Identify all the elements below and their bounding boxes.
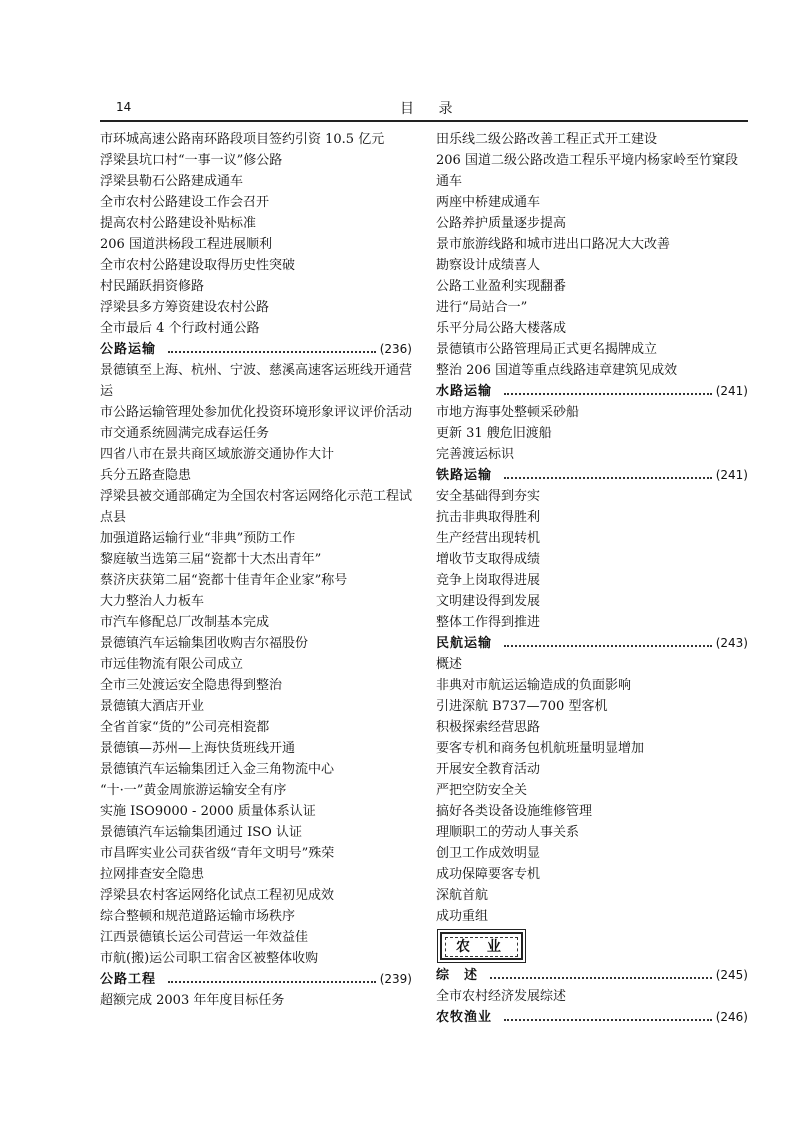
toc-entry: 市昌晖实业公司获省级“青年文明号”殊荣 [100, 846, 335, 861]
toc-entry: 拉网排查安全隐患 [100, 867, 205, 882]
toc-entry: 大力整治人力板车 [100, 594, 205, 609]
toc-entry: 景德镇汽车运输集团迁入金三角物流中心 [100, 762, 335, 777]
toc-entry: 勘察设计成绩喜人 [436, 258, 541, 273]
toc-entry: 景德镇市公路管理局正式更名揭牌成立 [436, 342, 658, 357]
toc-section-heading [100, 339, 412, 360]
chapter-title: 农 业 [445, 937, 518, 957]
toc-entry: 兵分五路查隐患 [100, 468, 192, 483]
page-header [100, 98, 748, 118]
dot-leader [490, 977, 712, 979]
chapter-frame [440, 932, 523, 960]
toc-entry: 超额完成 2003 年年度目标任务 [100, 993, 285, 1008]
dot-leader [504, 645, 712, 647]
toc-entry: 市远佳物流有限公司成立 [100, 657, 244, 672]
toc-entry: 进行“局站合一” [436, 300, 528, 315]
toc-entry: 蔡济庆获第二届“瓷都十佳青年企业家”称号 [100, 573, 348, 588]
toc-section-heading [436, 465, 748, 486]
toc-entry: 深航首航 [436, 888, 489, 903]
toc-entry: 完善渡运标识 [436, 447, 515, 462]
dot-leader [504, 393, 712, 395]
toc-entry: 积极探索经营思路 [436, 720, 541, 735]
toc-entry: 实施 ISO9000 - 2000 质量体系认证 [100, 804, 316, 819]
toc-entry: 黎庭敏当选第三届“瓷都十大杰出青年” [100, 552, 322, 567]
toc-entry: 全市最后 4 个行政村通公路 [100, 321, 260, 336]
dot-leader [504, 1019, 712, 1021]
toc-entry: 市公路运输管理处参加优化投资环境形象评议评价活动 [100, 405, 413, 420]
toc-entry: 成功重组 [436, 909, 489, 924]
toc-entry: 市交通系统圆满完成春运任务 [100, 426, 270, 441]
toc-entry: 景德镇汽车运输集团收购吉尔福股份 [100, 636, 309, 651]
toc-entry: “十·一”黄金周旅游运输安全有序 [100, 783, 287, 798]
toc-section-heading [436, 965, 748, 986]
toc-entry: 安全基础得到夯实 [436, 489, 541, 504]
toc-entry: 抗击非典取得胜利 [436, 510, 541, 525]
toc-section-heading [436, 1007, 748, 1028]
toc-entry: 提高农村公路建设补贴标准 [100, 216, 257, 231]
toc-entry: 理顺职工的劳动人事关系 [436, 825, 580, 840]
section-title: 水路运输 [436, 384, 493, 399]
toc-entry: 全市农村公路建设工作会召开 [100, 195, 270, 210]
toc-entry: 全市三处渡运安全隐患得到整治 [100, 678, 283, 693]
toc-entry: 要客专机和商务包机航班量明显增加 [436, 741, 645, 756]
toc-entry: 全省首家“货的”公司亮相瓷都 [100, 720, 270, 735]
toc-entry: 206 国道二级公路改造工程乐平境内杨家岭至竹窠段通车 [436, 153, 738, 189]
toc-entry: 搞好各类设备设施维修管理 [436, 804, 593, 819]
toc-entry: 全市农村公路建设取得历史性突破 [100, 258, 296, 273]
toc-entry: 市汽车修配总厂改制基本完成 [100, 615, 270, 630]
toc-entry: 更新 31 艘危旧渡船 [436, 426, 552, 441]
section-page-number: (243) [715, 636, 748, 650]
page-number: 14 [116, 100, 132, 114]
toc-entry: 景德镇汽车运输集团通过 ISO 认证 [100, 825, 302, 840]
toc-entry: 增收节支取得成绩 [436, 552, 541, 567]
chapter-heading [436, 927, 748, 965]
toc-entry: 公路工业盈利实现翻番 [436, 279, 567, 294]
toc-entry: 景德镇至上海、杭州、宁波、慈溪高速客运班线开通营运 [100, 363, 413, 399]
toc-entry: 景市旅游线路和城市进出口路况大大改善 [436, 237, 671, 252]
toc-entry: 概述 [436, 657, 463, 672]
toc-entry: 生产经营出现转机 [436, 531, 541, 546]
section-page-number: (241) [715, 384, 748, 398]
section-page-number: (245) [715, 968, 748, 982]
toc-entry: 景德镇—苏州—上海快货班线开通 [100, 741, 296, 756]
toc-right-column [436, 129, 748, 1028]
toc-entry: 非典对市航运运输造成的负面影响 [436, 678, 632, 693]
section-title: 民航运输 [436, 636, 493, 651]
toc-entry: 乐平分局公路大楼落成 [436, 321, 567, 336]
toc-entry: 全市农村经济发展综述 [436, 989, 567, 1004]
toc-entry: 市地方海事处整顿采砂船 [436, 405, 580, 420]
toc-entry: 竞争上岗取得进展 [436, 573, 541, 588]
toc-entry: 市环城高速公路南环路段项目签约引资 10.5 亿元 [100, 132, 385, 147]
section-title: 铁路运输 [436, 468, 493, 483]
toc-entry: 206 国道洪杨段工程进展顺利 [100, 237, 272, 252]
section-page-number: (236) [379, 342, 412, 356]
toc-entry: 村民踊跃捐资修路 [100, 279, 205, 294]
toc-entry: 开展安全教育活动 [436, 762, 541, 777]
toc-entry: 整体工作得到推进 [436, 615, 541, 630]
dot-leader [168, 981, 376, 983]
toc-entry: 浮梁县被交通部确定为全国农村客运网络化示范工程试点县 [100, 489, 413, 525]
section-title: 农牧渔业 [436, 1010, 493, 1025]
toc-section-heading [436, 381, 748, 402]
dot-leader [504, 477, 712, 479]
toc-entry: 引进深航 B737—700 型客机 [436, 699, 608, 714]
toc-entry: 浮梁县多方筹资建设农村公路 [100, 300, 270, 315]
running-title: 目 录 [400, 101, 463, 117]
toc-entry: 严把空防安全关 [436, 783, 528, 798]
toc-entry: 浮梁县勒石公路建成通车 [100, 174, 244, 189]
section-page-number: (246) [715, 1010, 748, 1024]
toc-entry: 四省八市在景共商区域旅游交通协作大计 [100, 447, 335, 462]
toc-entry: 创卫工作成效明显 [436, 846, 541, 861]
toc-entry: 浮梁县坑口村“一事一议”修公路 [100, 153, 283, 168]
toc-entry: 景德镇大酒店开业 [100, 699, 205, 714]
dot-leader [168, 351, 376, 353]
toc-section-heading [436, 633, 748, 654]
toc-left-column [100, 129, 412, 1011]
toc-entry: 文明建设得到发展 [436, 594, 541, 609]
section-title: 公路运输 [100, 342, 157, 357]
toc-entry: 浮梁县农村客运网络化试点工程初见成效 [100, 888, 335, 903]
section-title: 公路工程 [100, 972, 157, 987]
section-page-number: (239) [379, 972, 412, 986]
toc-entry: 整治 206 国道等重点线路违章建筑见成效 [436, 363, 678, 378]
toc-entry: 两座中桥建成通车 [436, 195, 541, 210]
section-title: 综 述 [436, 968, 479, 983]
toc-entry: 江西景德镇长运公司营运一年效益佳 [100, 930, 309, 945]
toc-entry: 田乐线二级公路改善工程正式开工建设 [436, 132, 658, 147]
header-rule [100, 120, 748, 122]
toc-entry: 成功保障要客专机 [436, 867, 541, 882]
toc-entry: 综合整顿和规范道路运输市场秩序 [100, 909, 296, 924]
toc-entry: 加强道路运输行业“非典”预防工作 [100, 531, 296, 546]
toc-entry: 市航(搬)运公司职工宿舍区被整体收购 [100, 951, 319, 966]
section-page-number: (241) [715, 468, 748, 482]
toc-section-heading [100, 969, 412, 990]
toc-entry: 公路养护质量逐步提高 [436, 216, 567, 231]
